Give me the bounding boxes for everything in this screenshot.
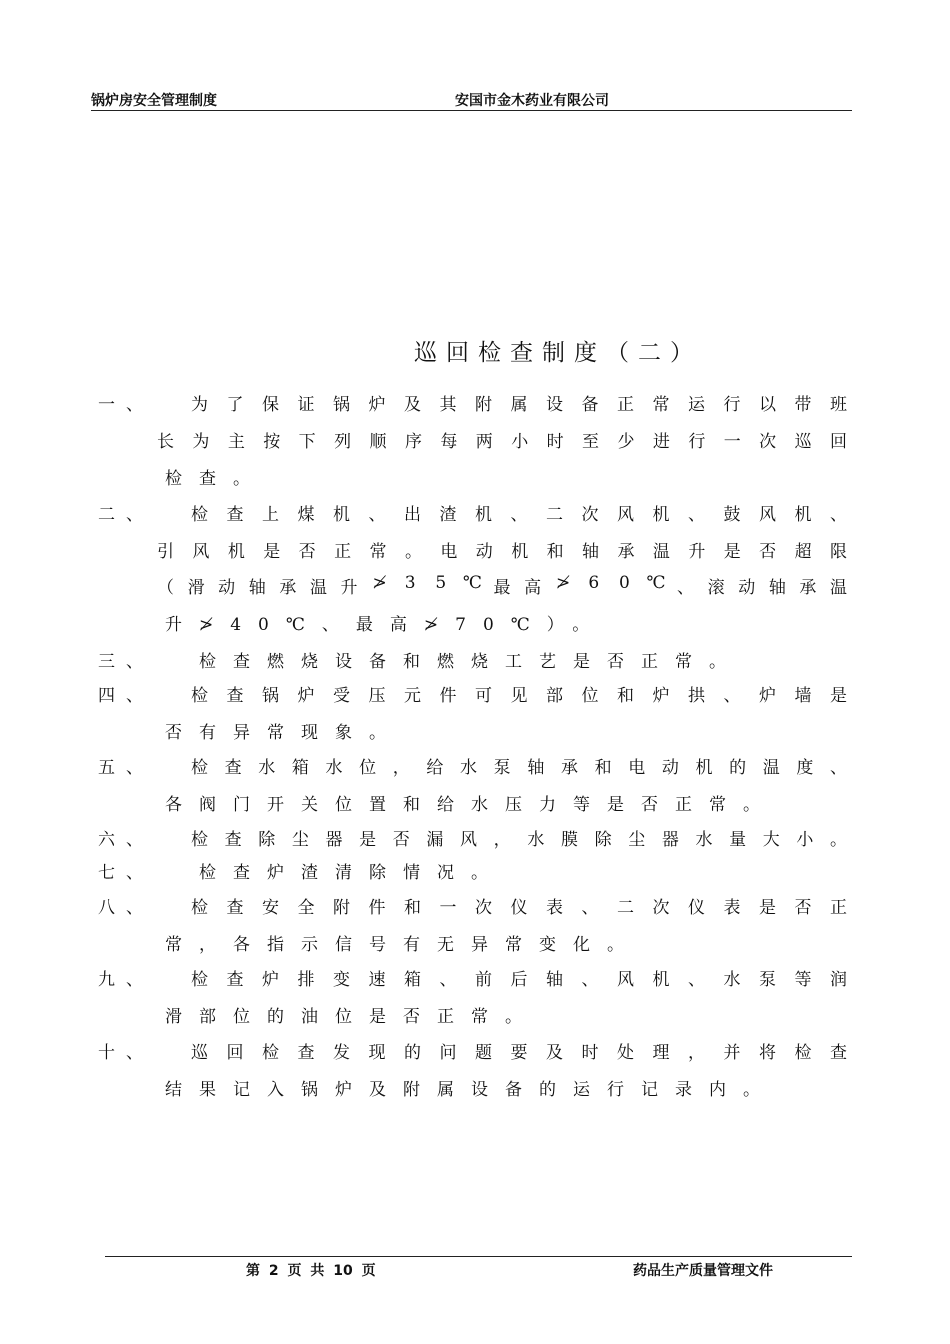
item-number: 六、 — [98, 830, 154, 850]
item-text-line: 升≯40℃、最高≯70℃）。 — [165, 615, 607, 635]
item-text-line: 滑部位的油位是否正常。 — [165, 1007, 539, 1027]
item-text-line: 常，各指示信号有无异常变化。 — [165, 935, 641, 955]
item-text-line-first: 检查炉渣清除情况。 — [199, 863, 505, 883]
item-text-line-first: 检 查 上 煤 机 、 出 渣 机 、 二 次 风 机 、 鼓 风 机 、 — [191, 505, 847, 525]
item-text-line: 引 风 机 是 否 正 常 。 电 动 机 和 轴 承 温 升 是 否 超 限 — [157, 542, 847, 562]
header-company-name: 安国市金木药业有限公司 — [455, 93, 609, 109]
item-number: 十、 — [98, 1043, 154, 1063]
item-number: 三、 — [98, 652, 154, 672]
item-number: 九、 — [98, 970, 154, 990]
item-text-line: 否有异常现象。 — [165, 723, 403, 743]
item-text-line: 长 为 主 按 下 列 顺 序 每 两 小 时 至 少 进 行 一 次 巡 回 — [157, 432, 847, 452]
document-title: 巡回检查制度（二） — [414, 340, 702, 366]
item-text-line: （ 滑 动 轴 承 温 升 ≯ 3 5 ℃ 最 高 ≯ 6 0 ℃ 、 滚 动 轴 承 温 — [157, 573, 847, 598]
header-document-name: 锅炉房安全管理制度 — [91, 93, 217, 109]
item-number: 一、 — [98, 395, 154, 415]
page-number: 第 2 页 共 10 页 — [246, 1263, 376, 1279]
item-text-line-first: 巡 回 检 查 发 现 的 问 题 要 及 时 处 理 ， 并 将 检 查 — [191, 1043, 847, 1063]
item-number: 八、 — [98, 898, 154, 918]
item-text-line-first: 检 查 水 箱 水 位 ， 给 水 泵 轴 承 和 电 动 机 的 温 度 、 — [191, 758, 847, 778]
item-text-line: 各阀门开关位置和给水压力等是否正常。 — [165, 795, 777, 815]
item-text-line-first: 检查燃烧设备和燃烧工艺是否正常。 — [199, 652, 743, 672]
footer-document-category: 药品生产质量管理文件 — [633, 1263, 773, 1279]
page-header — [91, 88, 852, 111]
item-text-line: 检查。 — [165, 469, 267, 489]
item-number: 五、 — [98, 758, 154, 778]
item-text-line-first: 检 查 除 尘 器 是 否 漏 风 ， 水 膜 除 尘 器 水 量 大 小 。 — [191, 830, 847, 850]
item-text-line-first: 检 查 锅 炉 受 压 元 件 可 见 部 位 和 炉 拱 、 炉 墙 是 — [191, 686, 847, 706]
page-footer — [105, 1256, 852, 1279]
item-text-line-first: 检 查 炉 排 变 速 箱 、 前 后 轴 、 风 机 、 水 泵 等 润 — [191, 970, 847, 990]
item-text-line: 结果记入锅炉及附属设备的运行记录内。 — [165, 1080, 777, 1100]
item-number: 二、 — [98, 505, 154, 525]
item-number: 七、 — [98, 863, 154, 883]
item-number: 四、 — [98, 686, 154, 706]
item-text-line-first: 为 了 保 证 锅 炉 及 其 附 属 设 备 正 常 运 行 以 带 班 — [191, 395, 847, 415]
item-text-line-first: 检 查 安 全 附 件 和 一 次 仪 表 、 二 次 仪 表 是 否 正 — [191, 898, 847, 918]
